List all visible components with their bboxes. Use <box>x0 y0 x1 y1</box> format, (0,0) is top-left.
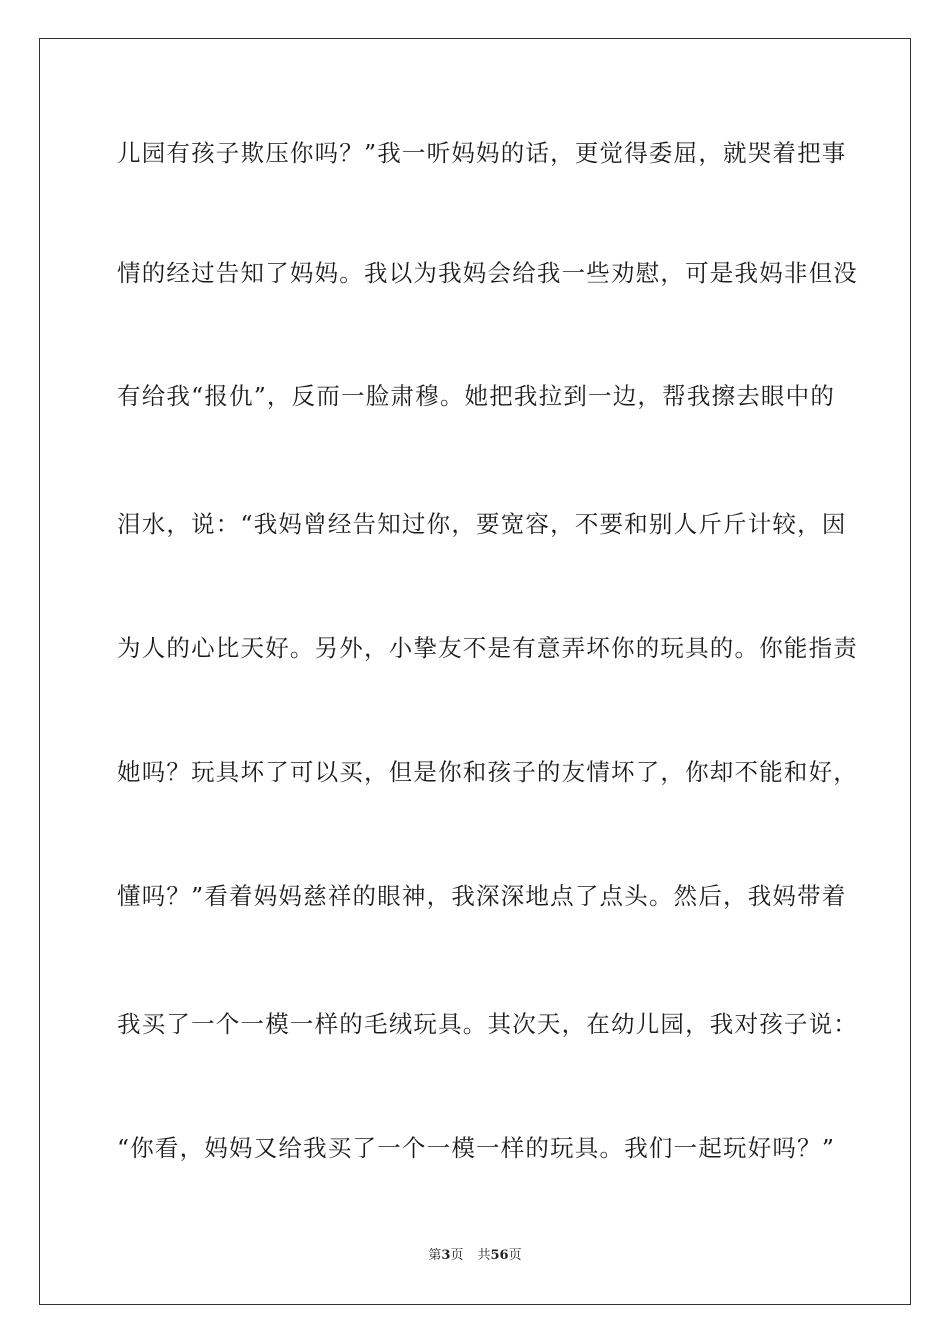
total-pages: 56 <box>490 1248 509 1263</box>
page-suffix: 页 <box>450 1248 464 1263</box>
body-text-line: 为人的心比天好。另外，小挚友不是有意弄坏你的玩具的。你能指责 <box>117 634 858 662</box>
body-text-line: 儿园有孩子欺压你吗？”我一听妈妈的话，更觉得委屈，就哭着把事 <box>117 139 847 167</box>
body-text-line: 懂吗？”看着妈妈慈祥的眼神，我深深地点了点头。然后，我妈带着 <box>117 882 847 910</box>
body-text-line: 她吗？玩具坏了可以买，但是你和孩子的友情坏了，你却不能和好， <box>117 758 858 786</box>
page-number: 3 <box>441 1248 451 1263</box>
total-prefix: 共 <box>477 1248 491 1263</box>
page-footer <box>0 1248 950 1264</box>
body-text-line: 我买了一个一模一样的毛绒玩具。其次天，在幼儿园，我对孩子说： <box>117 1010 858 1038</box>
body-text-line: “你看，妈妈又给我买了一个一模一样的玩具。我们一起玩好吗？” <box>117 1134 836 1162</box>
page-border <box>39 38 911 1305</box>
total-suffix: 页 <box>508 1248 522 1263</box>
body-text-line: 泪水，说：“我妈曾经告知过你，要宽容，不要和别人斤斤计较，因 <box>117 510 847 538</box>
body-text-line: 情的经过告知了妈妈。我以为我妈会给我一些劝慰，可是我妈非但没 <box>117 259 858 287</box>
page-prefix: 第 <box>428 1248 442 1263</box>
body-text-line: 有给我“报仇”，反而一脸肃穆。她把我拉到一边，帮我擦去眼中的 <box>117 382 836 410</box>
